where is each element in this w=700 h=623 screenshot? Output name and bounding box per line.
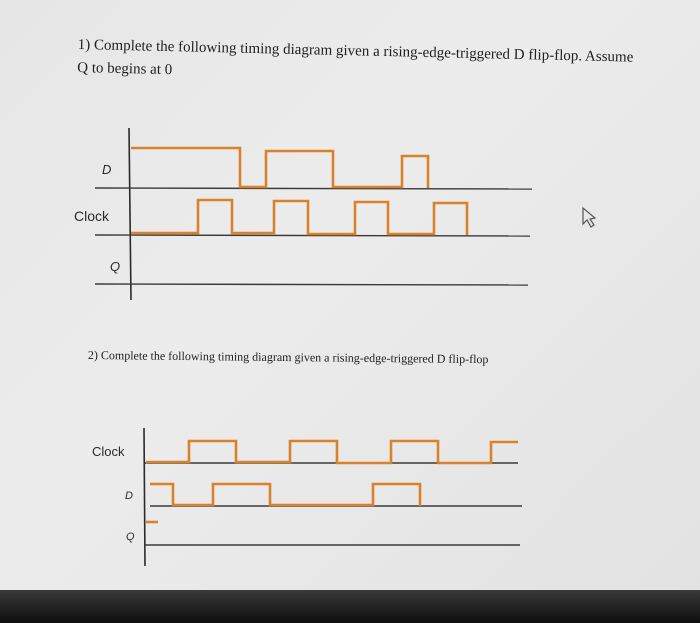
- problem-1-clock-label: Clock: [74, 208, 110, 224]
- problem-2-text: 2) Complete the following timing diagram given a rising-edge-triggered D flip-flop: [87, 347, 489, 367]
- problem-1-q-label: Q: [110, 259, 121, 274]
- problem-1-clock-waveform: [131, 200, 467, 235]
- problem-2-clock-waveform: [146, 441, 518, 463]
- problem-1-d-label: D: [102, 162, 112, 177]
- problem-1-d-baseline: [95, 188, 532, 189]
- problem-1-time-axis: [129, 128, 131, 300]
- problem-2-d-label: D: [125, 490, 133, 502]
- mouse-pointer-icon: [583, 208, 595, 227]
- problem-2-time-axis: [144, 428, 145, 566]
- problem-2-q-label: Q: [126, 531, 135, 543]
- problem-2-d-waveform: [150, 484, 420, 506]
- problem-1-d-waveform: [131, 148, 428, 188]
- problem-2-clock-label: Clock: [92, 444, 125, 459]
- problem-1-q-baseline: [95, 284, 528, 285]
- problem-1-text: 1) Complete the following timing diagram given a rising-edge-triggered D flip-flop. Assume Q to begins at 0: [77, 36, 634, 78]
